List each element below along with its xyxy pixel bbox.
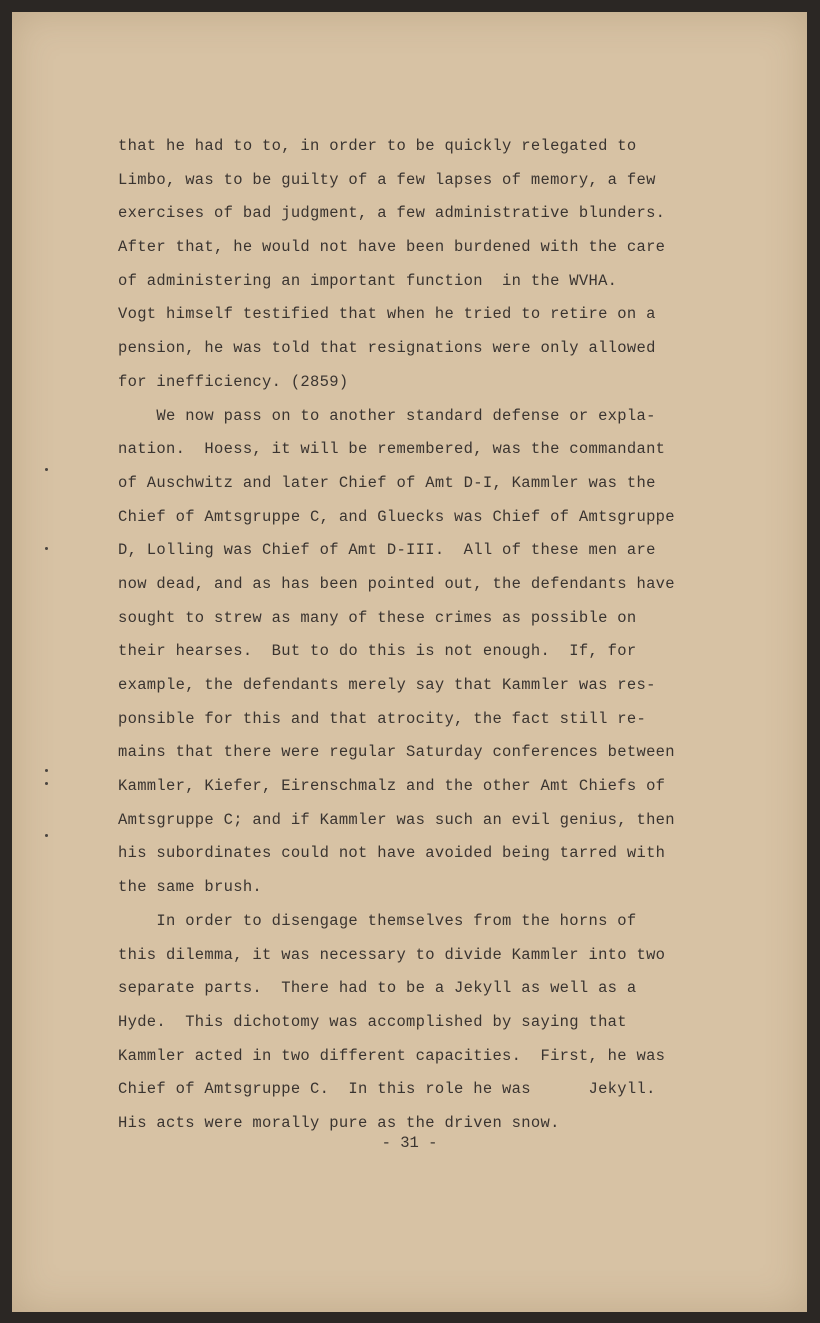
text-line: After that, he would not have been burdened with the care bbox=[118, 238, 666, 257]
punch-mark bbox=[45, 769, 48, 772]
text-line: In order to disengage themselves from the horns of bbox=[118, 911, 637, 930]
text-line: this dilemma, it was necessary to divide Kammler into two bbox=[118, 945, 666, 964]
text-line: Amtsgruppe C; and if Kammler was such an evil genius, then bbox=[118, 810, 675, 829]
page-number: - 31 - bbox=[381, 1134, 438, 1152]
text-line: of administering an important function in the WVHA. bbox=[118, 271, 618, 290]
text-line: Hyde. This dichotomy was accomplished by saying that bbox=[118, 1012, 627, 1031]
punch-mark bbox=[45, 468, 48, 471]
text-line: for inefficiency. (2859) bbox=[118, 372, 349, 391]
text-line: sought to strew as many of these crimes as possible on bbox=[118, 608, 637, 627]
text-line: D, Lolling was Chief of Amt D-III. All of these men are bbox=[118, 541, 656, 560]
text-line: Chief of Amtsgruppe C. In this role he was Jekyll. bbox=[118, 1080, 656, 1099]
text-line: We now pass on to another standard defense or expla- bbox=[118, 406, 656, 425]
text-line: that he had to to, in order to be quickly relegated to bbox=[118, 137, 637, 155]
text-line: mains that there were regular Saturday conferences between bbox=[118, 743, 675, 762]
text-line: Vogt himself testified that when he tried to retire on a bbox=[118, 305, 656, 324]
text-line: Limbo, was to be guilty of a few lapses of memory, a few bbox=[118, 170, 656, 189]
text-line: his subordinates could not have avoided being tarred with bbox=[118, 844, 666, 863]
text-line: Kammler acted in two different capacities. First, he was bbox=[118, 1046, 666, 1065]
text-line: their hearses. But to do this is not enough. If, for bbox=[118, 642, 637, 661]
document-page bbox=[12, 12, 807, 1312]
text-line: Kammler, Kiefer, Eirenschmalz and the other Amt Chiefs of bbox=[118, 777, 666, 796]
text-line: His acts were morally pure as the driven snow. bbox=[118, 1113, 560, 1132]
text-line: nation. Hoess, it will be remembered, was the commandant bbox=[118, 440, 666, 459]
text-line: ponsible for this and that atrocity, the fact still re- bbox=[118, 709, 647, 728]
body-text bbox=[118, 130, 718, 1141]
text-line: Chief of Amtsgruppe C, and Gluecks was Chief of Amtsgruppe bbox=[118, 507, 675, 526]
punch-mark bbox=[45, 834, 48, 837]
text-line: exercises of bad judgment, a few administrative blunders. bbox=[118, 204, 666, 223]
text-line: of Auschwitz and later Chief of Amt D-I, Kammler was the bbox=[118, 473, 656, 492]
text-line: separate parts. There had to be a Jekyll as well as a bbox=[118, 979, 637, 998]
text-line: example, the defendants merely say that Kammler was res- bbox=[118, 676, 656, 694]
punch-mark bbox=[45, 547, 48, 550]
punch-mark bbox=[45, 782, 48, 785]
text-line: pension, he was told that resignations were only allowed bbox=[118, 339, 656, 358]
text-line: now dead, and as has been pointed out, the defendants have bbox=[118, 574, 675, 593]
text-line: the same brush. bbox=[118, 878, 263, 897]
